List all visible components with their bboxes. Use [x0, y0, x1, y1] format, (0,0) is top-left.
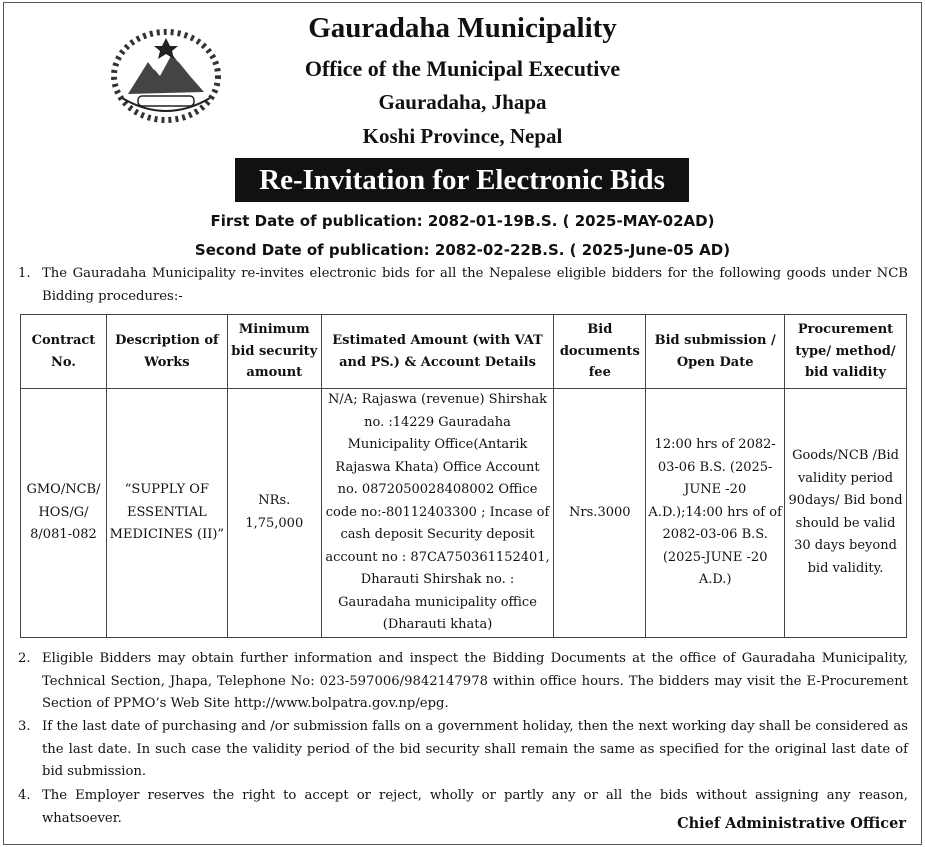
municipality-name: Gauradaha Municipality — [308, 12, 617, 44]
table-header-row — [21, 315, 907, 389]
table-row — [21, 389, 907, 638]
second-publication-date: Second Date of publication: 2082-02-22B.S. ( 2025-June-05 AD) — [194, 241, 731, 259]
clause-2 — [18, 648, 908, 716]
clause-number: 1. — [18, 266, 31, 281]
province-line: Koshi Province, Nepal — [362, 124, 563, 148]
header-procurement-type: Procurement type/ method/ bid validity — [785, 315, 907, 389]
header-doc-fee: Bid documents fee — [554, 315, 646, 389]
clause-text: If the last date of purchasing and /or submission falls on a government holiday, then the next working day shall be considered as the last date. In such case the validity period of the bid security shall remain the same as specified for the original last date of bid submission. — [42, 719, 908, 779]
cell-estimated-amount: N/A; Rajaswa (revenue) Shirshak no. :14229 Gauradaha Municipality Office(Antarik Rajaswa Khata) Office Account no. 0872050028408002 Office code no:-80112403300 ; Incase of cash deposit Security deposit account no : 87CA750361152401, Dharauti Shirshak no. : Gauradaha municipality office (Dharauti khata) — [321, 389, 554, 638]
clause-number: 4. — [18, 788, 31, 803]
signature-title: Chief Administrative Officer — [677, 815, 906, 832]
clause-text: Eligible Bidders may obtain further information and inspect the Bidding Documents at the office of Gauradaha Municipality, Technical Section, Jhapa, Telephone No: 023-597006/9842147978 within office hours. The bidders may visit the E-Procurement Section of PPMO’s Web Site http://www.bolpatra.gov.np/epg. — [42, 651, 908, 711]
cell-description: “SUPPLY OF ESSENTIAL MEDICINES (II)” — [106, 389, 227, 638]
clause-number: 3. — [18, 719, 31, 734]
cell-procurement-type: Goods/NCB /Bid validity period 90days/ Bid bond should be valid 30 days beyond bid validity. — [785, 389, 907, 638]
cell-contract-no: GMO/NCB/ HOS/G/ 8/081-082 — [21, 389, 107, 638]
header-description: Description of Works — [106, 315, 227, 389]
location-line: Gauradaha, Jhapa — [378, 90, 547, 114]
office-name: Office of the Municipal Executive — [304, 56, 621, 81]
clause-number: 2. — [18, 651, 31, 666]
clause-text: The Gauradaha Municipality re-invites electronic bids for all the Nepalese eligible bidders for the following goods under NCB Bidding procedures:- — [42, 266, 908, 304]
header-bid-security: Minimum bid security amount — [227, 315, 321, 389]
notice-title-banner: Re-Invitation for Electronic Bids — [235, 158, 689, 202]
header-submission-date: Bid submission / Open Date — [646, 315, 785, 389]
cell-doc-fee: Nrs.3000 — [554, 389, 646, 638]
bid-table — [20, 314, 907, 638]
clause-3 — [18, 716, 908, 784]
cell-submission-date: 12:00 hrs of 2082-03-06 B.S. (2025-JUNE -20 A.D.);14:00 hrs of of 2082-03-06 B.S.(2025-JUNE -20 A.D.) — [646, 389, 785, 638]
clause-1 — [18, 263, 908, 308]
header-estimated-amount: Estimated Amount (with VAT and PS.) & Account Details — [321, 315, 554, 389]
header-contract-no: Contract No. — [21, 315, 107, 389]
clause-text: The Employer reserves the right to accept or reject, wholly or partly any or all the bids without assigning any reason, whatsoever. — [42, 788, 908, 826]
first-publication-date: First Date of publication: 2082-01-19B.S. ( 2025-MAY-02AD) — [210, 212, 715, 230]
cell-bid-security: NRs. 1,75,000 — [227, 389, 321, 638]
